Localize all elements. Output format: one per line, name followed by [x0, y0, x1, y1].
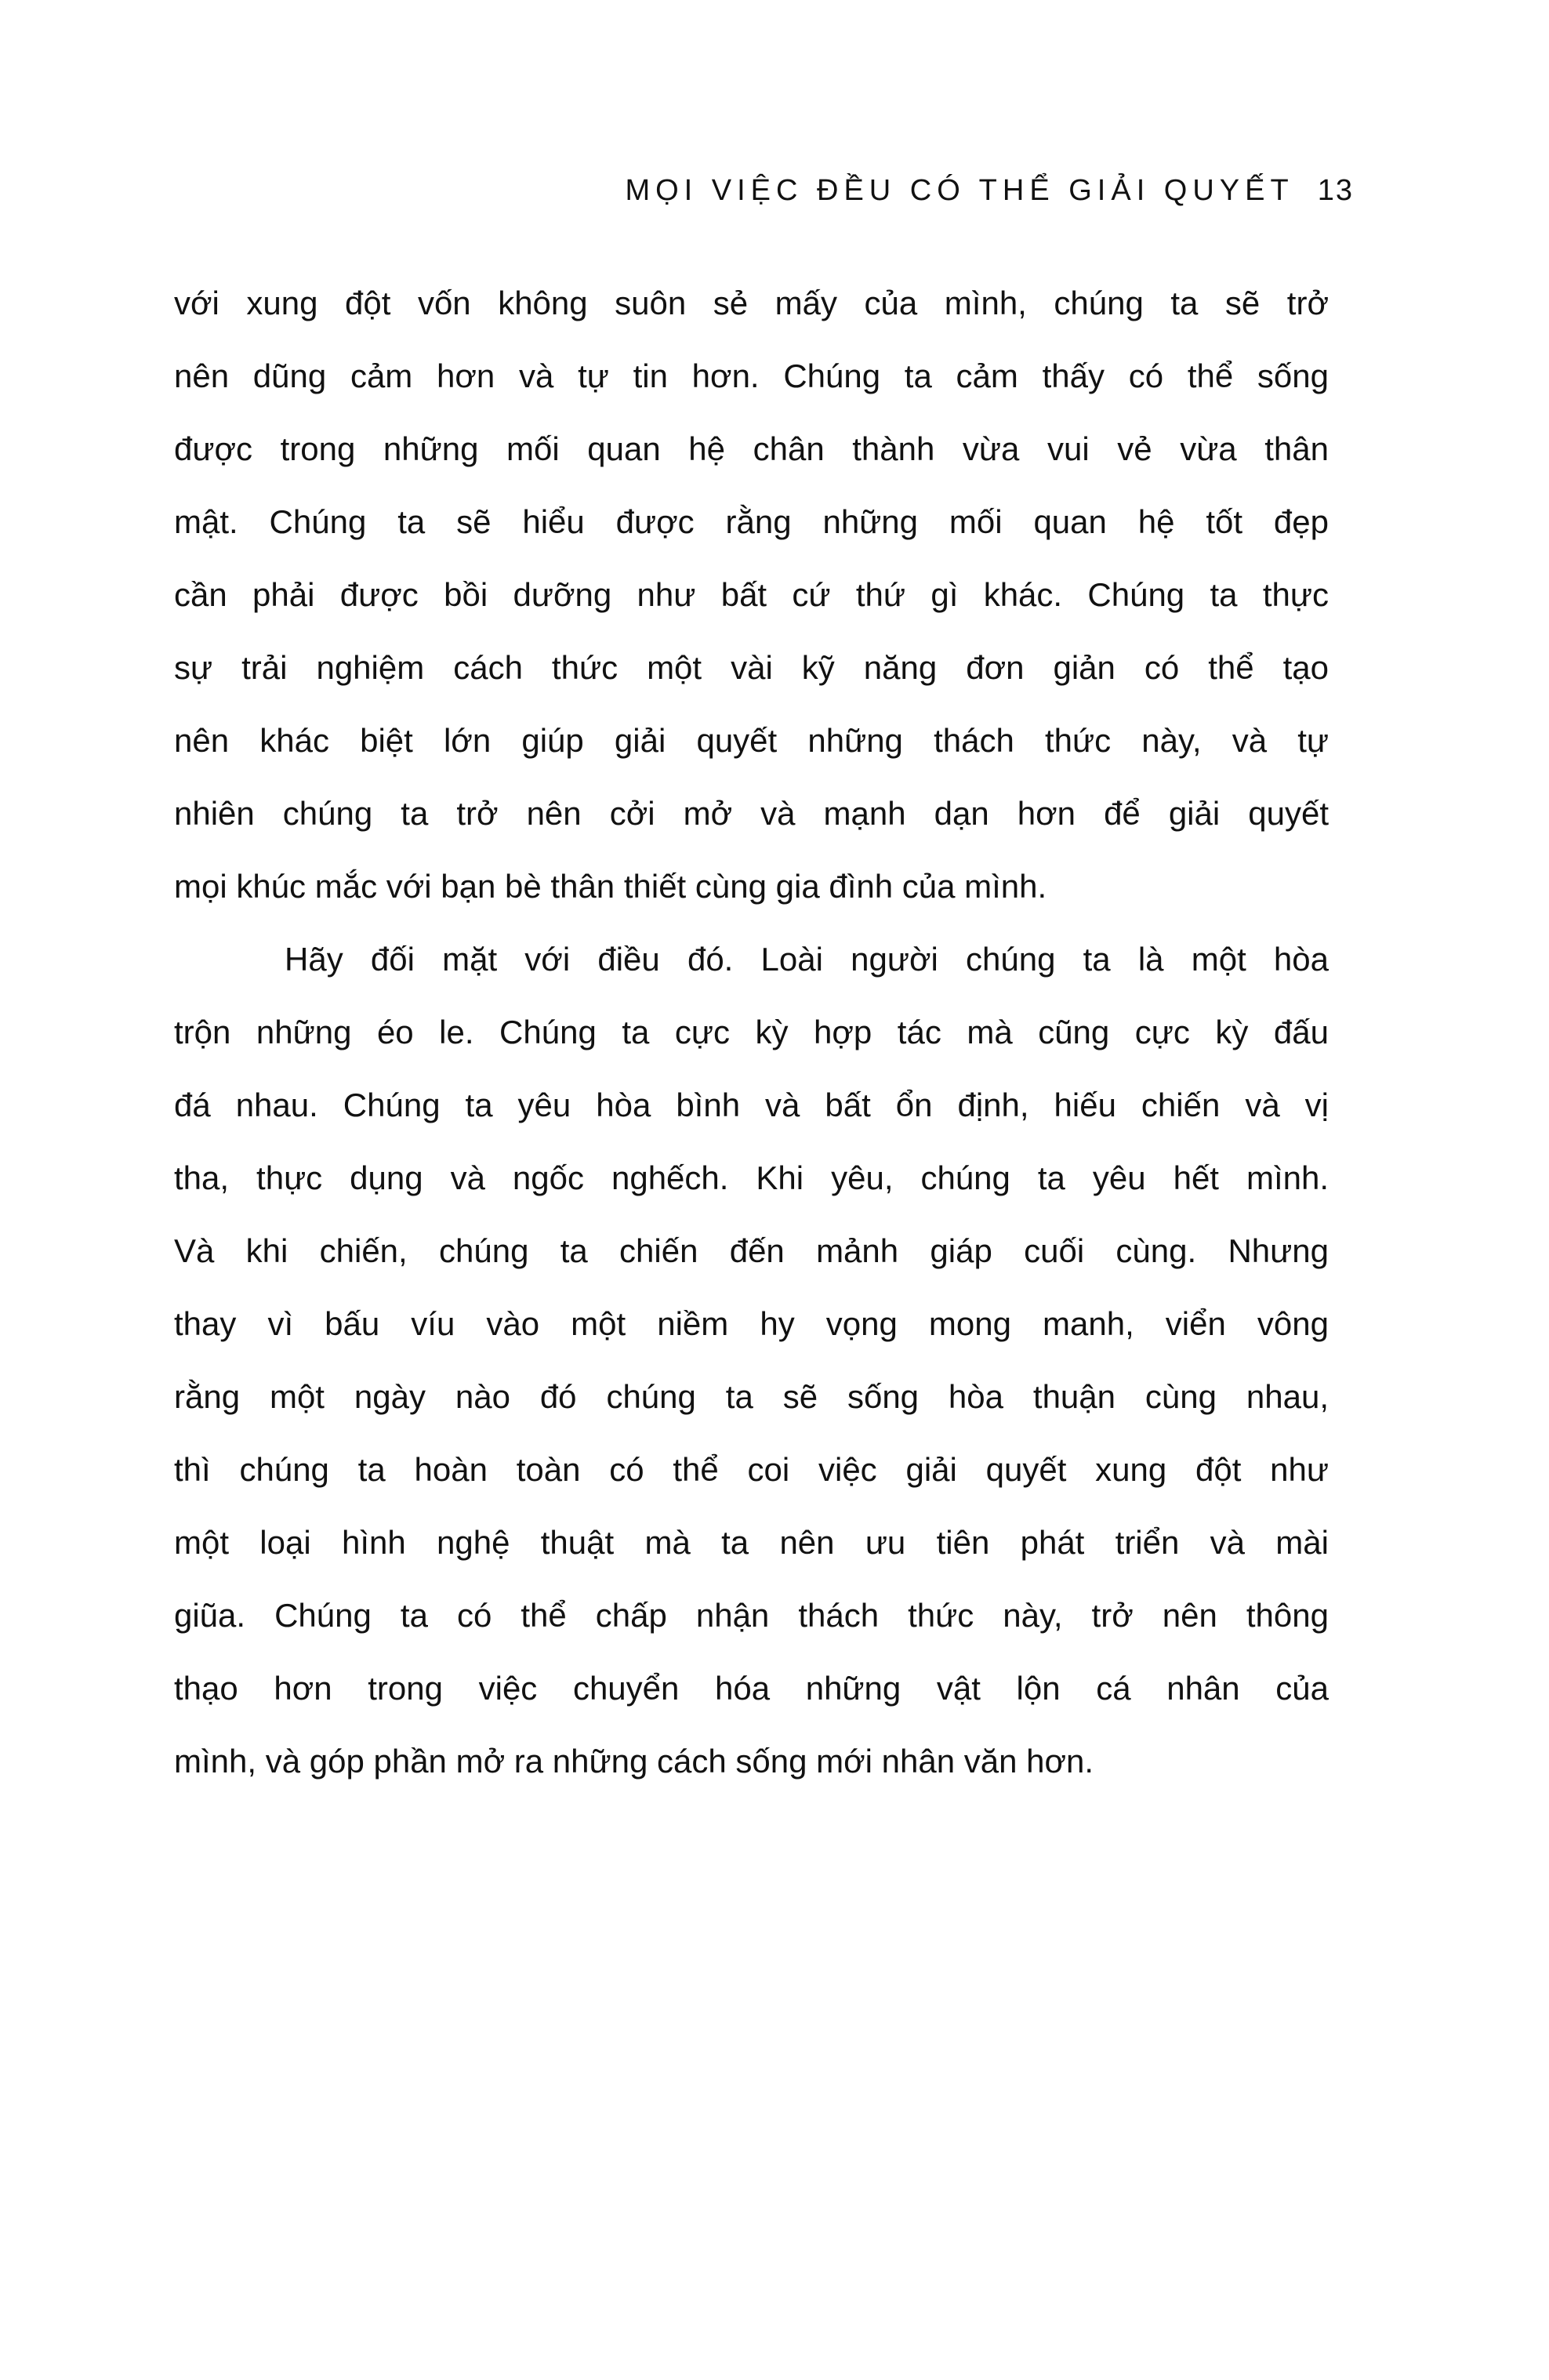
- text-line: mọi khúc mắc với bạn bè thân thiết cùng gia đình của mình.: [174, 868, 1047, 905]
- text-line: đá nhau. Chúng ta yêu hòa bình và bất ổn định, hiếu chiến và vị: [174, 1087, 1329, 1123]
- page-number: 13: [1317, 174, 1354, 207]
- text-line: Hãy đối mặt với điều đó. Loài người chúng ta là một hòa: [285, 941, 1329, 978]
- text-line: thay vì bấu víu vào một niềm hy vọng mong manh, viển vông: [174, 1305, 1329, 1342]
- text-line: được trong những mối quan hệ chân thành vừa vui vẻ vừa thân: [174, 430, 1329, 467]
- text-line: nên khác biệt lớn giúp giải quyết những thách thức này, và tự: [174, 722, 1329, 759]
- text-line: với xung đột vốn không suôn sẻ mấy của mình, chúng ta sẽ trở: [174, 285, 1329, 321]
- running-header-title: MỌI VIỆC ĐỀU CÓ THỂ GIẢI QUYẾT: [625, 174, 1294, 207]
- page-body: [174, 267, 1329, 1798]
- text-line: sự trải nghiệm cách thức một vài kỹ năng đơn giản có thể tạo: [174, 649, 1329, 686]
- text-line: trộn những éo le. Chúng ta cực kỳ hợp tác mà cũng cực kỳ đấu: [174, 1014, 1329, 1050]
- text-line: mật. Chúng ta sẽ hiểu được rằng những mối quan hệ tốt đẹp: [174, 503, 1329, 540]
- text-line: Và khi chiến, chúng ta chiến đến mảnh giáp cuối cùng. Nhưng: [174, 1232, 1329, 1269]
- text-line: giũa. Chúng ta có thể chấp nhận thách thức này, trở nên thông: [174, 1597, 1329, 1634]
- text-line: nên dũng cảm hơn và tự tin hơn. Chúng ta cảm thấy có thể sống: [174, 357, 1329, 394]
- text-line: rằng một ngày nào đó chúng ta sẽ sống hòa thuận cùng nhau,: [174, 1378, 1329, 1415]
- running-header: [625, 174, 1354, 208]
- text-line: thạo hơn trong việc chuyển hóa những vật lộn cá nhân của: [174, 1670, 1329, 1707]
- text-line: mình, và góp phần mở ra những cách sống mới nhân văn hơn.: [174, 1743, 1094, 1780]
- text-line: nhiên chúng ta trở nên cởi mở và mạnh dạn hơn để giải quyết: [174, 795, 1329, 832]
- text-line: một loại hình nghệ thuật mà ta nên ưu tiên phát triển và mài: [174, 1524, 1329, 1561]
- text-line: thì chúng ta hoàn toàn có thể coi việc giải quyết xung đột như: [174, 1451, 1329, 1488]
- text-line: tha, thực dụng và ngốc nghếch. Khi yêu, chúng ta yêu hết mình.: [174, 1159, 1329, 1196]
- text-line: cần phải được bồi dưỡng như bất cứ thứ gì khác. Chúng ta thực: [174, 576, 1329, 613]
